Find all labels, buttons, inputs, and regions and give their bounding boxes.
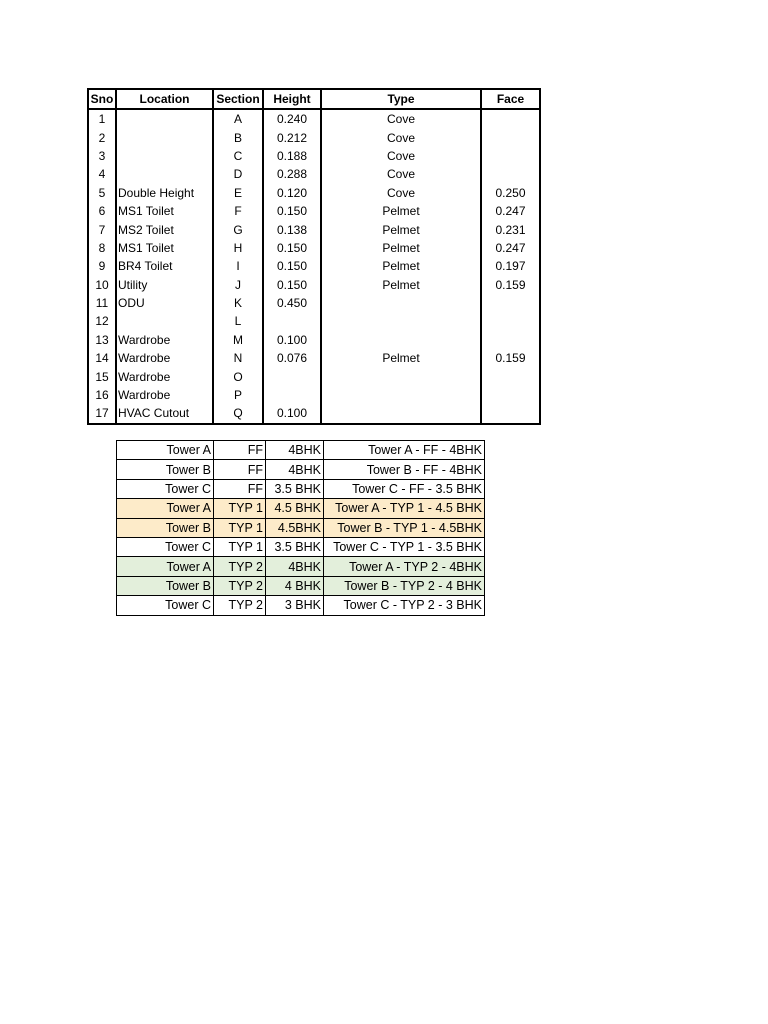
section-cell: M [213, 331, 263, 349]
location-cell: BR4 Toilet [116, 257, 213, 275]
combined-label-cell: Tower A - TYP 2 - 4BHK [324, 557, 485, 576]
location-cell: Wardrobe [116, 349, 213, 367]
floor-cell: TYP 2 [214, 557, 266, 576]
location-cell [116, 128, 213, 146]
header-location: Location [116, 89, 213, 109]
table-row [88, 276, 540, 294]
height-cell [263, 386, 321, 404]
section-cell: B [213, 128, 263, 146]
unit-type-cell: 4BHK [266, 557, 324, 576]
table-row [88, 367, 540, 385]
sno-cell: 9 [98, 259, 106, 274]
floor-cell: TYP 2 [214, 596, 266, 615]
face-cell: 0.247 [481, 202, 540, 220]
sno-cell: 1 [98, 112, 106, 127]
face-cell [481, 367, 540, 385]
height-cell: 0.138 [263, 220, 321, 238]
sno-cell: 3 [98, 148, 106, 163]
table-row [88, 386, 540, 404]
height-cell: 0.188 [263, 147, 321, 165]
height-cell: 0.240 [263, 109, 321, 128]
sno-cell: 4 [98, 167, 106, 182]
location-cell: MS2 Toilet [116, 220, 213, 238]
table-row [117, 596, 485, 615]
section-cell: E [213, 184, 263, 202]
table-row [88, 128, 540, 146]
tower-cell: Tower A [117, 499, 214, 518]
type-cell: Cove [321, 109, 481, 128]
unit-type-cell: 4BHK [266, 441, 324, 460]
combined-label-cell: Tower A - FF - 4BHK [324, 441, 485, 460]
section-cell: H [213, 239, 263, 257]
type-cell: Pelmet [321, 276, 481, 294]
table-row [117, 499, 485, 518]
sno-cell: 12 [95, 314, 109, 329]
combined-label-cell: Tower B - TYP 1 - 4.5BHK [324, 518, 485, 537]
type-cell: Pelmet [321, 220, 481, 238]
sno-cell: 5 [98, 185, 106, 200]
type-cell: Pelmet [321, 349, 481, 367]
table-row [88, 294, 540, 312]
type-cell: Cove [321, 165, 481, 183]
floor-cell: TYP 1 [214, 499, 266, 518]
header-face: Face [481, 89, 540, 109]
face-cell [481, 404, 540, 423]
height-cell: 0.450 [263, 294, 321, 312]
table-row [88, 220, 540, 238]
height-cell: 0.150 [263, 276, 321, 294]
unit-type-cell: 4.5BHK [266, 518, 324, 537]
sno-cell: 15 [95, 369, 109, 384]
table-row [88, 331, 540, 349]
header-height: Height [263, 89, 321, 109]
floor-cell: FF [214, 479, 266, 498]
combined-label-cell: Tower C - TYP 2 - 3 BHK [324, 596, 485, 615]
tower-cell: Tower B [117, 576, 214, 595]
height-cell: 0.212 [263, 128, 321, 146]
table-row [88, 165, 540, 183]
table-row [88, 202, 540, 220]
sno-cell: 16 [95, 388, 109, 403]
unit-type-cell: 4BHK [266, 460, 324, 479]
height-cell: 0.288 [263, 165, 321, 183]
table-row [88, 404, 540, 423]
location-cell: HVAC Cutout [116, 404, 213, 423]
location-cell: Double Height [116, 184, 213, 202]
face-cell: 0.197 [481, 257, 540, 275]
type-cell [321, 404, 481, 423]
type-cell: Pelmet [321, 202, 481, 220]
face-cell [481, 147, 540, 165]
tower-cell: Tower C [117, 596, 214, 615]
type-cell: Cove [321, 147, 481, 165]
face-cell [481, 128, 540, 146]
sno-cell: 8 [98, 240, 106, 255]
header-type: Type [321, 89, 481, 109]
table-row [88, 257, 540, 275]
type-cell [321, 367, 481, 385]
location-cell: Wardrobe [116, 331, 213, 349]
sno-cell: 7 [98, 222, 106, 237]
section-cell: F [213, 202, 263, 220]
tower-cell: Tower A [117, 441, 214, 460]
sno-cell: 6 [98, 204, 106, 219]
floor-cell: TYP 1 [214, 518, 266, 537]
header-section: Section [213, 89, 263, 109]
location-cell [116, 165, 213, 183]
face-cell [481, 109, 540, 128]
type-cell [321, 312, 481, 330]
type-cell: Pelmet [321, 239, 481, 257]
type-cell: Pelmet [321, 257, 481, 275]
table-row [117, 518, 485, 537]
type-cell: Cove [321, 184, 481, 202]
face-cell: 0.250 [481, 184, 540, 202]
section-cell: D [213, 165, 263, 183]
section-cell: L [213, 312, 263, 330]
height-cell [263, 367, 321, 385]
combined-label-cell: Tower B - FF - 4BHK [324, 460, 485, 479]
tower-cell: Tower C [117, 479, 214, 498]
combined-label-cell: Tower C - FF - 3.5 BHK [324, 479, 485, 498]
tower-cell: Tower A [117, 557, 214, 576]
type-cell [321, 386, 481, 404]
face-cell: 0.159 [481, 349, 540, 367]
table-row [88, 109, 540, 128]
unit-type-cell: 3.5 BHK [266, 479, 324, 498]
tower-unit-table [116, 440, 485, 616]
unit-type-cell: 4 BHK [266, 576, 324, 595]
location-cell: MS1 Toilet [116, 202, 213, 220]
tower-cell: Tower B [117, 460, 214, 479]
section-cell: G [213, 220, 263, 238]
combined-label-cell: Tower A - TYP 1 - 4.5 BHK [324, 499, 485, 518]
floor-cell: FF [214, 441, 266, 460]
section-cell: K [213, 294, 263, 312]
location-cell: Wardrobe [116, 367, 213, 385]
sno-cell: 2 [98, 130, 106, 145]
table-row [117, 557, 485, 576]
location-cell: ODU [116, 294, 213, 312]
sno-cell: 11 [95, 296, 109, 311]
table-row [88, 312, 540, 330]
combined-label-cell: Tower B - TYP 2 - 4 BHK [324, 576, 485, 595]
table-row [88, 239, 540, 257]
height-cell: 0.150 [263, 239, 321, 257]
location-cell [116, 312, 213, 330]
section-cell: J [213, 276, 263, 294]
face-cell: 0.247 [481, 239, 540, 257]
table-row [117, 460, 485, 479]
header-sno: Sno [88, 89, 116, 109]
face-cell [481, 331, 540, 349]
floor-cell: TYP 1 [214, 537, 266, 556]
tower-cell: Tower B [117, 518, 214, 537]
table-row [117, 537, 485, 556]
face-cell: 0.231 [481, 220, 540, 238]
height-cell: 0.076 [263, 349, 321, 367]
section-cell: A [213, 109, 263, 128]
face-cell [481, 312, 540, 330]
location-cell: MS1 Toilet [116, 239, 213, 257]
height-cell: 0.100 [263, 404, 321, 423]
sno-cell: 10 [95, 277, 109, 292]
sno-cell: 14 [95, 351, 109, 366]
floor-cell: FF [214, 460, 266, 479]
unit-type-cell: 3 BHK [266, 596, 324, 615]
type-cell: Cove [321, 128, 481, 146]
section-cell: I [213, 257, 263, 275]
location-cell [116, 147, 213, 165]
combined-label-cell: Tower C - TYP 1 - 3.5 BHK [324, 537, 485, 556]
section-cell: N [213, 349, 263, 367]
location-cell: Utility [116, 276, 213, 294]
height-cell [263, 312, 321, 330]
section-schedule-table [87, 88, 541, 425]
floor-cell: TYP 2 [214, 576, 266, 595]
table-row [117, 479, 485, 498]
face-cell: 0.159 [481, 276, 540, 294]
tower-cell: Tower C [117, 537, 214, 556]
location-cell: Wardrobe [116, 386, 213, 404]
table-row [117, 576, 485, 595]
height-cell: 0.120 [263, 184, 321, 202]
table-row [88, 184, 540, 202]
table-row [88, 147, 540, 165]
unit-type-cell: 3.5 BHK [266, 537, 324, 556]
height-cell: 0.100 [263, 331, 321, 349]
section-cell: Q [213, 404, 263, 423]
section-cell: C [213, 147, 263, 165]
location-cell [116, 109, 213, 128]
section-cell: P [213, 386, 263, 404]
sno-cell: 17 [95, 406, 109, 421]
unit-type-cell: 4.5 BHK [266, 499, 324, 518]
header-row [88, 89, 540, 109]
height-cell: 0.150 [263, 202, 321, 220]
table-row [117, 441, 485, 460]
type-cell [321, 294, 481, 312]
section-cell: O [213, 367, 263, 385]
height-cell: 0.150 [263, 257, 321, 275]
type-cell [321, 331, 481, 349]
sno-cell: 13 [95, 332, 109, 347]
face-cell [481, 165, 540, 183]
table-row [88, 349, 540, 367]
face-cell [481, 386, 540, 404]
face-cell [481, 294, 540, 312]
